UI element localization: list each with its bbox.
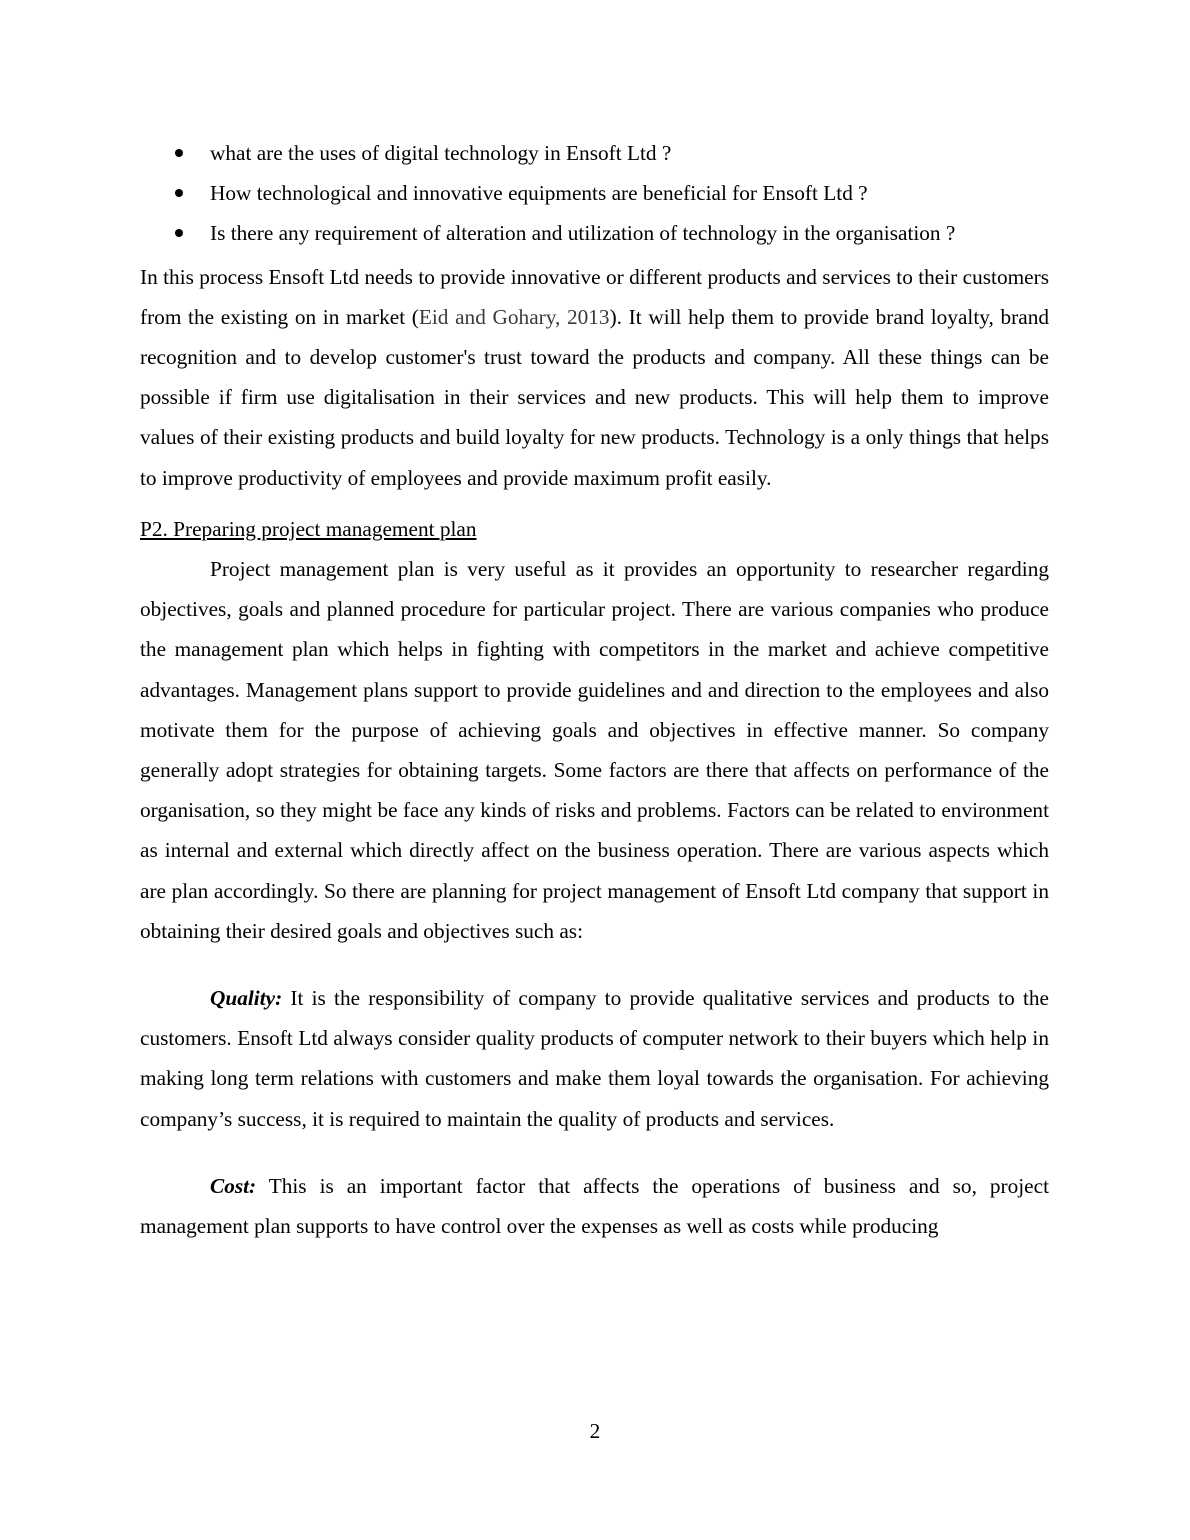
list-item-text: How technological and innovative equipments are beneficial for Ensoft Ltd ? — [210, 181, 868, 206]
intro-paragraph — [140, 257, 1049, 498]
quality-term: Quality: — [210, 986, 283, 1011]
page-body — [140, 136, 1049, 1246]
section-paragraph: Project management plan is very useful as it provides an opportunity to researcher regarding objectives, goals and planned procedure for particular project. There are various companies who produce the management plan which helps in fighting with competitors in the market and achieve competitive advantages. Management plans support to provide guidelines and and direction to the employees and also motivate them for the purpose of achieving goals and objectives in effective manner. So company generally adopt strategies for obtaining targets. Some factors are there that affects on performance of the organisation, so they might be face any kinds of risks and problems. Factors can be related to environment as internal and external which directly affect on the business operation. There are various aspects which are plan accordingly. So there are planning for project management of Ensoft Ltd company that support in obtaining their desired goals and objectives such as: — [140, 556, 1049, 943]
bullet-icon — [175, 189, 183, 197]
question-list — [140, 136, 1049, 257]
quality-paragraph — [140, 978, 1049, 1139]
list-item — [140, 176, 1049, 216]
intro-text-end: ). It will help them to provide brand loyalty, brand recognition and to develop customer's trust toward the products and company. All these things can be possible if firm use digitalisation in their services and new products. This will help them to improve values of their existing products and build loyalty for new products. Technology is a only things that helps to improve productivity of employees and provide maximum profit easily. — [140, 304, 1049, 490]
bullet-icon — [175, 149, 183, 157]
bullet-icon — [175, 229, 183, 237]
list-item — [140, 136, 1049, 176]
page-number: 2 — [589, 1419, 601, 1443]
section-heading: P2. Preparing project management plan — [140, 516, 477, 541]
list-item-text: what are the uses of digital technology in Ensoft Ltd ? — [210, 141, 672, 165]
cost-paragraph — [140, 1166, 1049, 1246]
cost-text: This is an important factor that affects the operations of business and so, project management plan supports to have control over the expenses as well as costs while producing — [140, 1173, 1049, 1239]
list-item-text: Is there any requirement of alteration and utilization of technology in the organisation ? — [210, 221, 956, 246]
quality-text: It is the responsibility of company to provide qualitative services and products to the customers. Ensoft Ltd always consider quality products of computer network to their buyers which help in making long term relations with customers and make them loyal towards the organisation. For achieving company’s success, it is required to maintain the quality of products and services. — [140, 986, 1049, 1131]
intro-text-start: In this process Ensoft Ltd needs to provide innovative or different products and services to their customers from the existing on in market ( — [140, 264, 1049, 329]
list-item — [140, 216, 1049, 256]
citation: Eid and Gohary, 2013 — [418, 304, 610, 329]
cost-term: Cost: — [210, 1173, 257, 1198]
